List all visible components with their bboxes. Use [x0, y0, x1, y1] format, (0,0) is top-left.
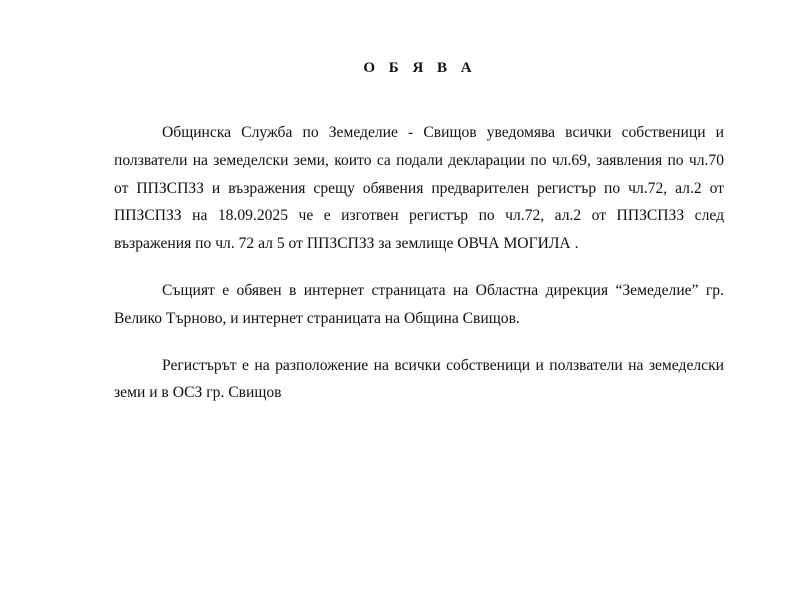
- document-body: [114, 119, 724, 407]
- text-line: ППЗСПЗЗ на 18.09.2025 че е изготвен регистър по чл.72, ал.2 от ППЗСПЗЗ след: [114, 207, 724, 225]
- text-line: от ППЗСПЗЗ и възражения срещу обявения предварителен регистър по чл.72, ал.2 от: [114, 179, 724, 197]
- document-title: О Б Я В А: [363, 60, 477, 76]
- text-line: земи и в ОСЗ гр. Свищов: [114, 384, 282, 402]
- paragraph-publication: [114, 277, 724, 333]
- text-line: Регистърът е на разположение на всички собственици и ползватели на земеделски: [162, 356, 724, 374]
- paragraph-announcement: [114, 119, 724, 258]
- text-line: Общинска Служба по Земеделие - Свищов уведомява всички собственици и: [162, 124, 724, 141]
- text-line: Същият е обявен в интернет страницата на Областна дирекция “Земеделие” гр.: [162, 281, 724, 299]
- text-line: Велико Търново, и интернет страницата на Община Свищов.: [114, 309, 520, 327]
- text-line: ползватели на земеделски земи, които са подали декларации по чл.69, заявления по чл.70: [114, 151, 724, 169]
- text-line: възражения по чл. 72 ал 5 от ППЗСПЗЗ за землище ОВЧА МОГИЛА .: [114, 235, 579, 253]
- paragraph-availability: [114, 352, 724, 408]
